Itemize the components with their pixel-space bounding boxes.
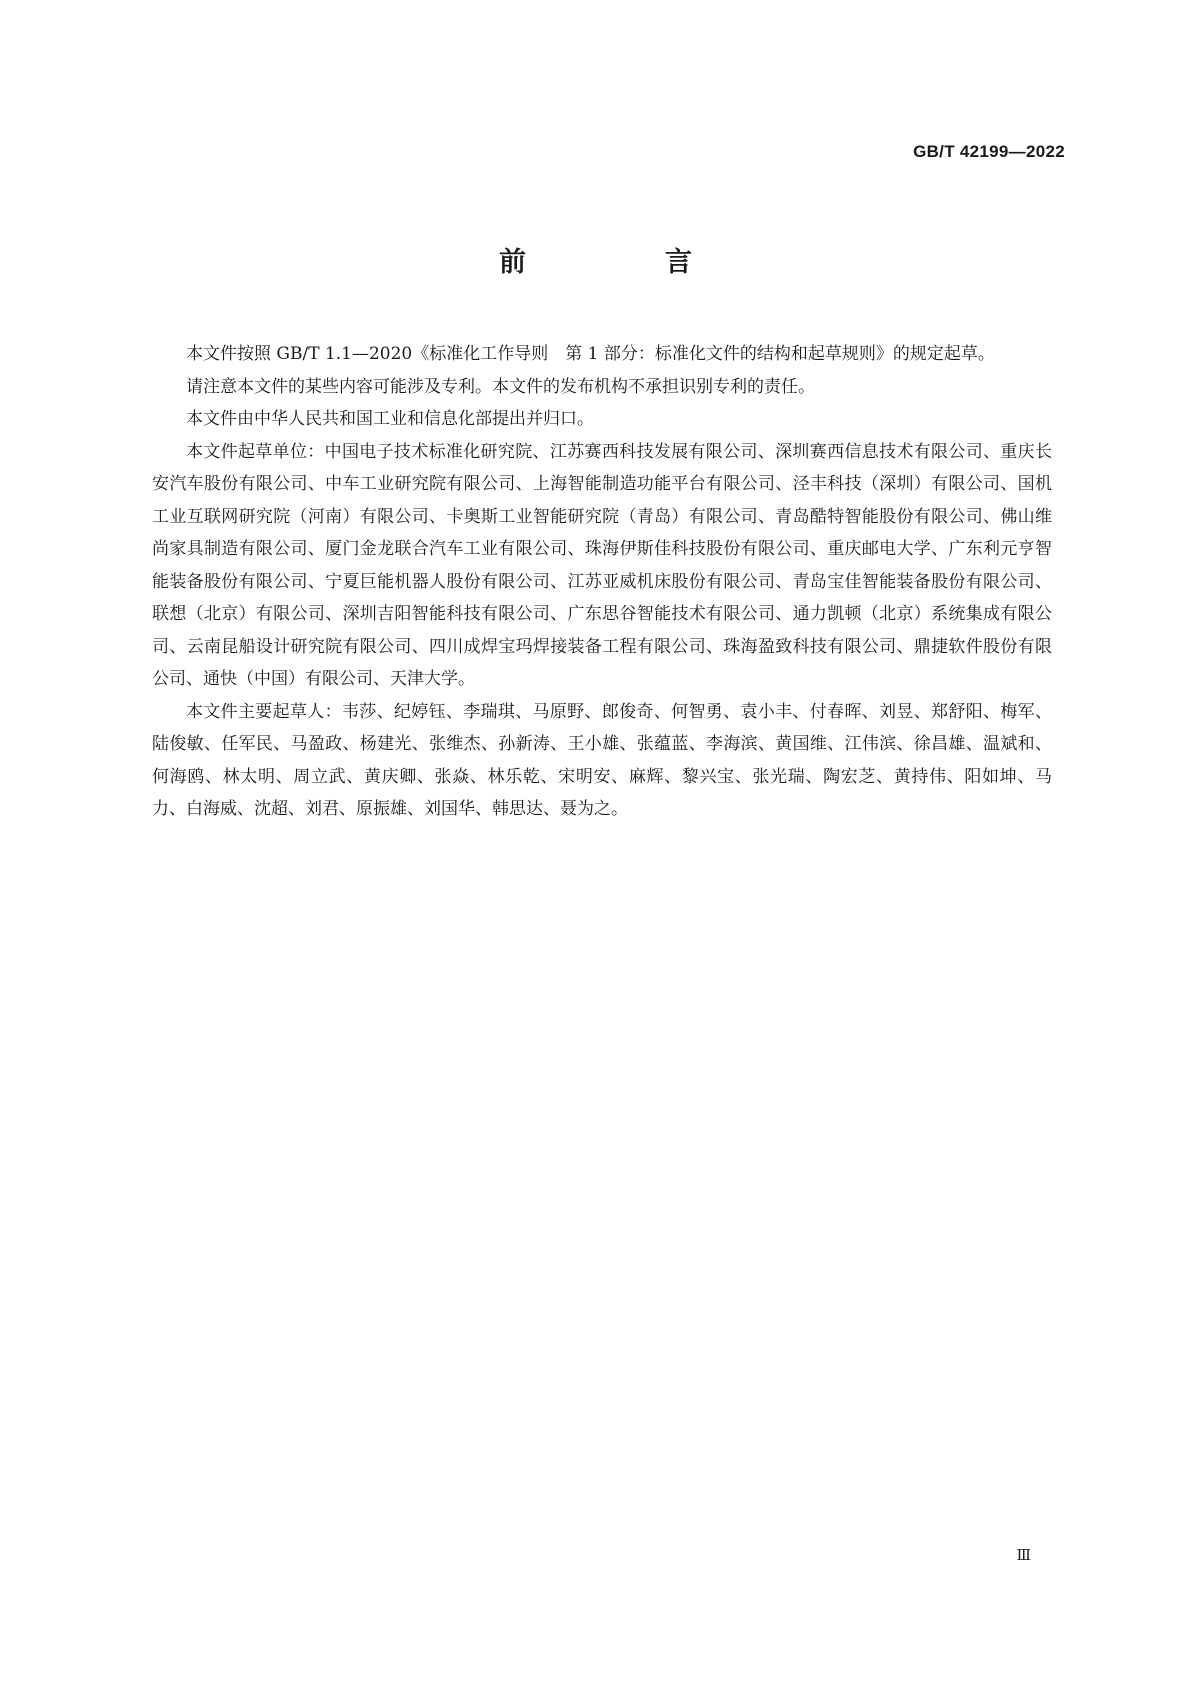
paragraph-drafting-rules: 本文件按照 GB/T 1.1—2020《标准化工作导则 第 1 部分：标准化文件的结构和起草规则》的规定起草。: [186, 344, 995, 364]
paragraph-patent-notice: 请注意本文件的某些内容可能涉及专利。本文件的发布机构不承担识别专利的责任。: [186, 376, 815, 397]
page-number: Ⅲ: [1016, 1546, 1031, 1564]
paragraph-drafters: 本文件主要起草人：韦莎、纪婷钰、李瑞琪、马原野、郎俊奇、何智勇、袁小丰、付春晖、刘昱、郑舒阳、梅军、陆俊敏、任军民、马盈政、杨建光、张维杰、孙新涛、王小雄、张蕴蓝、李海滨、黄国维、江伟滨、徐昌雄、温斌和、何海鸥、林太明、周立武、黄庆卿、张焱、林乐乾、宋明安、麻辉、黎兴宝、张光瑞、陶宏芝、黄持伟、阳如坤、马力、白海威、沈超、刘君、原振雄、刘国华、韩思达、聂为之。: [152, 701, 1052, 819]
standard-code: GB/T 42199—2022: [913, 142, 1065, 161]
paragraph-drafting-units: 本文件起草单位：中国电子技术标准化研究院、江苏赛西科技发展有限公司、深圳赛西信息技术有限公司、重庆长安汽车股份有限公司、中车工业研究院有限公司、上海智能制造功能平台有限公司、泾丰科技（深圳）有限公司、国机工业互联网研究院（河南）有限公司、卡奥斯工业智能研究院（青岛）有限公司、青岛酷特智能股份有限公司、佛山维尚家具制造有限公司、厦门金龙联合汽车工业有限公司、珠海伊斯佳科技股份有限公司、重庆邮电大学、广东利元亨智能装备股份有限公司、宁夏巨能机器人股份有限公司、江苏亚威机床股份有限公司、青岛宝佳智能装备股份有限公司、联想（北京）有限公司、深圳吉阳智能科技有限公司、广东思谷智能技术有限公司、通力凯顿（北京）系统集成有限公司、云南昆船设计研究院有限公司、四川成焊宝玛焊接装备工程有限公司、珠海盈致科技有限公司、鼎捷软件股份有限公司、通快（中国）有限公司、天津大学。: [152, 441, 1052, 689]
paragraph-proposer: 本文件由中华人民共和国工业和信息化部提出并归口。: [186, 409, 594, 429]
foreword-body: [152, 338, 1052, 826]
page-title: 前 言: [499, 247, 748, 278]
